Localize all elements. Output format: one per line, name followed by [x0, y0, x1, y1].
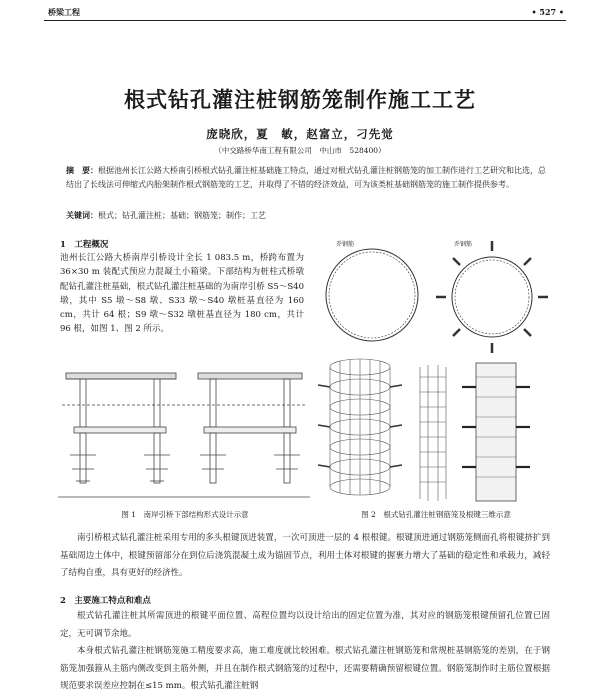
figure-2-caption: 图 2 根式钻孔灌注桩钢筋笼及根键三维示意: [361, 510, 511, 519]
running-header-rule: [44, 6, 566, 21]
figure-2-label-right: 乔钢筋: [454, 241, 473, 248]
affiliation: （中交路桥华南工程有限公司 中山市 528400）: [214, 146, 386, 155]
page-number: • 527 •: [531, 7, 564, 17]
intro-paragraph: 南引桥根式钻孔灌注桩采用专用的多头根键顶进装置，一次可顶进一层的 4 根根键。根键顶进通过钢筋笼侧面孔将根键挤扩到基础周边土体中，根键预留部分在到位后浇筑混凝土成为锚固节点，利用土体对根键的握裹力增大了基础的稳定性和承载力，减轻了结构自重，具有更好的经济性。: [60, 533, 550, 578]
figure-1-pier-drawing: [58, 365, 310, 505]
keywords: [66, 210, 546, 221]
abstract: [66, 163, 546, 192]
paper-title: 根式钻孔灌注桩钢筋笼制作施工工艺: [124, 87, 476, 112]
keywords-label: 关键词：: [66, 210, 98, 220]
section-1-heading: 1 工程概况: [60, 240, 109, 250]
figure-2-cage-drawing: [312, 237, 552, 505]
figure-1-caption: 图 1 南岸引桥下部结构形式设计示意: [121, 510, 249, 519]
abstract-label: 摘 要：: [66, 165, 98, 175]
section-2-heading: 2 主要施工特点和难点: [60, 596, 151, 606]
journal-section-name: 桥梁工程: [48, 7, 80, 17]
figure-2-label-left: 乔钢筋: [336, 241, 355, 248]
section-2-paragraph-2: 本身根式钻孔灌注桩钢筋笼施工精度要求高，施工难度就比较困难。根式钻孔灌注桩钢筋笼和常规桩基钢筋笼的差别，在于钢筋笼加强箍从主筋内侧改变到主筋外侧，并且在制作根式钢筋笼的过程中，还需要精确预留根键位置。钢筋笼制作时主筋位置根据规范要求误差应控制在≤15 mm。根式钻孔灌注桩钢: [60, 646, 550, 691]
abstract-text: 根据池州长江公路大桥南引桥根式钻孔灌注桩基础施工特点，通过对根式钻孔灌注桩钢筋笼的加工制作进行工艺研究和比选，总结出了长线法可伸缩式内胎架制作根式钢筋笼的工艺，并取得了不错的经济效益，可为该类桩基础钢筋笼的施工制作提供参考。: [66, 166, 546, 189]
section-1-text: 池州长江公路大桥南岸引桥设计全长 1 083.5 m，桥跨布置为 36×30 m 装配式预应力混凝土小箱梁。下部结构为桩柱式桥墩配钻孔灌注桩基础，根式钻孔灌注桩基础的为南岸引桥 S5～S40 墩，其中 S5 墩～S8 墩、S33 墩～S40 墩桩基直径为 160 cm，共计 64 根；S9 墩～S32 墩桩基直径为 180 cm，共计 96 根，如图 1、图 2 所示。: [60, 253, 304, 335]
authors: 庞晓欣，夏 敏，赵富立，刁先觉: [206, 127, 394, 141]
keywords-text: 根式；钻孔灌注桩；基础；钢筋笼；制作；工艺: [98, 211, 266, 220]
section-2-paragraph-1: 根式钻孔灌注桩其所需顶进的根键平面位置、高程位置均以设计给出的固定位置为准，其对应的钢筋笼根键预留孔位置已固定，无可调节余地。: [60, 611, 550, 639]
